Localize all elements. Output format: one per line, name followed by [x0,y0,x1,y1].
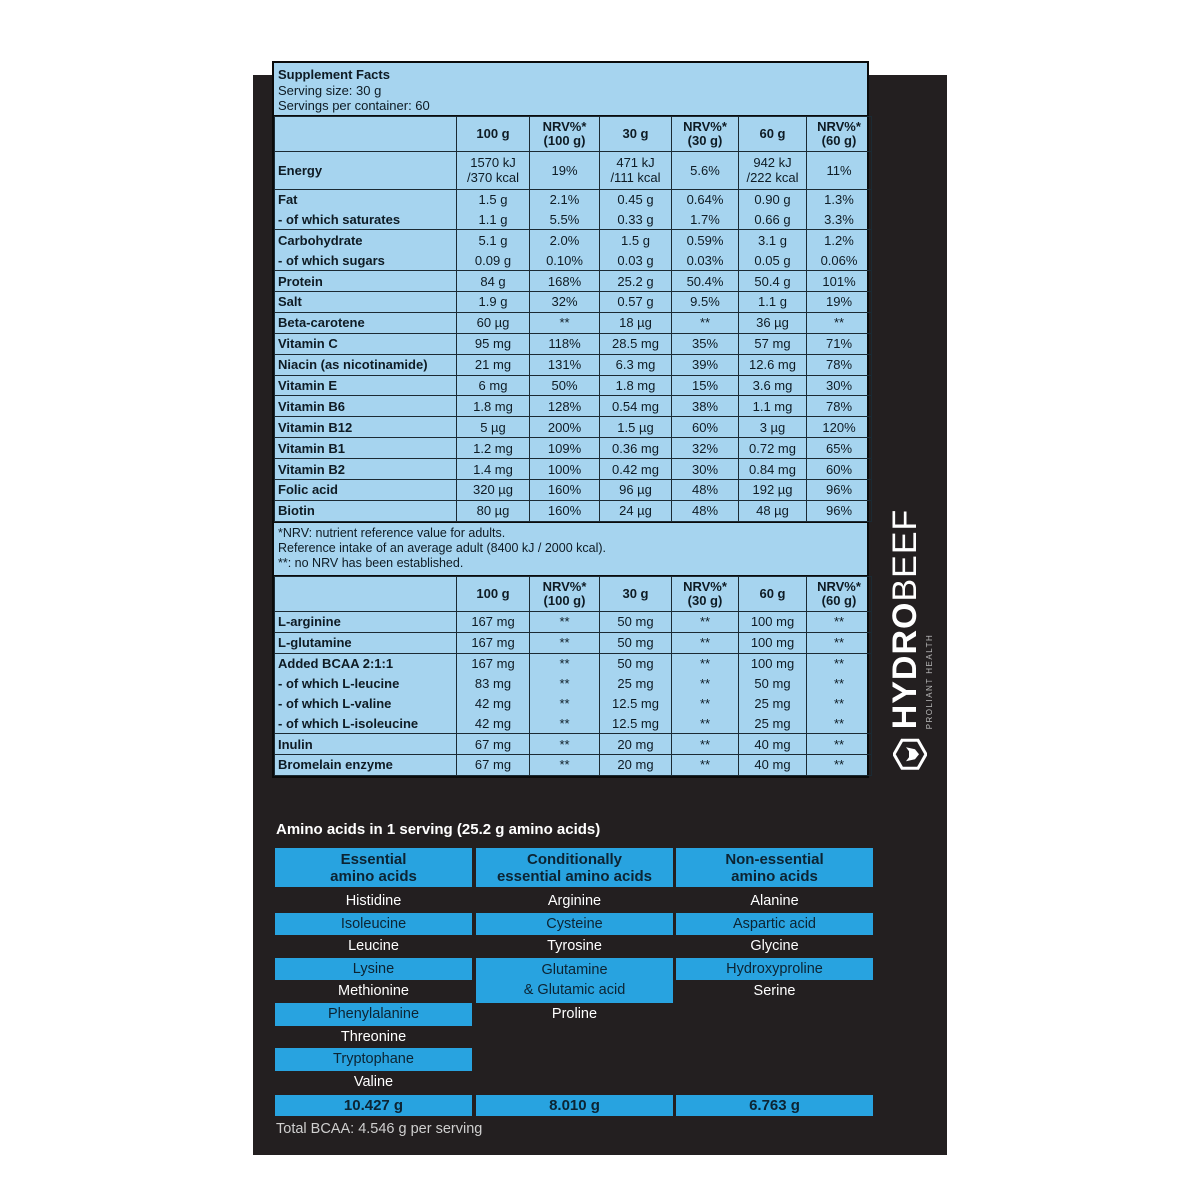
value-cell: 32% [530,291,600,312]
amino-acid-item: Isoleucine [275,913,472,936]
value-cell: 100% [530,459,600,480]
amino-acid-item: Phenylalanine [275,1003,472,1026]
table-row [275,734,872,755]
value-cell: ** [807,653,872,673]
amino-acid-item: Serine [753,983,796,1000]
value-cell: 50% [530,375,600,396]
table-row [275,312,872,333]
value-cell: ** [530,673,600,693]
value-cell: 25.2 g [600,271,672,292]
value-cell: 1.9 g [457,291,530,312]
value-cell: 21 mg [457,354,530,375]
value-cell: 30% [672,459,739,480]
amino-acid-item: Valine [353,1073,394,1090]
footnote: Reference intake of an average adult (8400 kJ / 2000 kcal). [278,540,606,555]
table-row [275,611,872,632]
column-header: 30 g [600,116,672,151]
value-cell: ** [807,312,872,333]
value-cell: 3.6 mg [739,375,807,396]
value-cell: 84 g [457,271,530,292]
amino-acid-item: Cysteine [476,913,673,936]
row-label: Energy [275,151,457,189]
amino-acid-item: Glycine [750,938,799,955]
essential-total: 10.427 g [275,1095,472,1116]
brand-logo [886,509,934,772]
value-cell: 320 µg [457,479,530,500]
value-cell: 67 mg [457,754,530,775]
value-cell: 18 µg [600,312,672,333]
value-cell: 20 mg [600,754,672,775]
value-cell: 6 mg [457,375,530,396]
amino-acid-item: Lysine [275,958,472,981]
value-cell: 128% [530,396,600,417]
table-row [275,396,872,417]
value-cell: ** [672,734,739,755]
amino-acid-item: Tyrosine [547,938,602,955]
conditional-total: 8.010 g [476,1095,673,1116]
value-cell: 200% [530,417,600,438]
value-cell: ** [672,312,739,333]
row-label: Folic acid [275,479,457,500]
value-cell: 1.1 mg [739,396,807,417]
value-cell: 471 kJ /111 kcal [600,151,672,189]
supplement-facts-table [272,61,869,778]
amino-column-header: Non-essential amino acids [676,848,873,887]
amino-acids-title: Amino acids in 1 serving (25.2 g amino acids) [276,821,601,838]
value-cell: 50 mg [600,632,672,653]
value-cell: ** [530,632,600,653]
value-cell: ** [672,653,739,673]
value-cell: 0.64% [672,189,739,209]
value-cell: 1.4 mg [457,459,530,480]
value-cell: 65% [807,438,872,459]
value-cell: 167 mg [457,632,530,653]
row-label: Vitamin B6 [275,396,457,417]
table-row [275,713,872,733]
row-label: Beta-carotene [275,312,457,333]
value-cell: 71% [807,333,872,354]
table-row [275,632,872,653]
value-cell: 25 mg [739,693,807,713]
amino-acid-item: Proline [551,1005,598,1022]
table-row [275,479,872,500]
value-cell: 5.5% [530,209,600,229]
column-header: NRV%* (30 g) [672,576,739,611]
value-cell: ** [672,693,739,713]
value-cell: 60% [672,417,739,438]
amino-acid-item: Histidine [345,893,402,909]
value-cell: 38% [672,396,739,417]
column-header: 60 g [739,576,807,611]
value-cell: ** [672,713,739,733]
value-cell: 1.5 g [600,230,672,250]
value-cell: 0.42 mg [600,459,672,480]
value-cell: 42 mg [457,713,530,733]
value-cell: ** [530,734,600,755]
value-cell: 39% [672,354,739,375]
value-cell: 1.8 mg [600,375,672,396]
value-cell: ** [807,611,872,632]
value-cell: 50.4 g [739,271,807,292]
value-cell: 0.57 g [600,291,672,312]
value-cell: 0.09 g [457,250,530,270]
amino-acid-item: Aspartic acid [676,913,873,936]
value-cell: 19% [807,291,872,312]
value-cell: 109% [530,438,600,459]
nonessential-amino-column [676,848,873,1003]
value-cell: 1.1 g [739,291,807,312]
row-label: - of which sugars [275,250,457,270]
value-cell: 60% [807,459,872,480]
value-cell: 28.5 mg [600,333,672,354]
row-label: - of which L-leucine [275,673,457,693]
table-row [275,333,872,354]
value-cell: 0.45 g [600,189,672,209]
row-label: Vitamin B2 [275,459,457,480]
amino-acid-item: Leucine [348,938,399,955]
value-cell: 78% [807,354,872,375]
value-cell: 1.5 g [457,189,530,209]
value-cell: 168% [530,271,600,292]
value-cell: 942 kJ /222 kcal [739,151,807,189]
value-cell: 0.33 g [600,209,672,229]
value-cell: ** [672,754,739,775]
header-blank-cell [275,576,457,611]
value-cell: 0.10% [530,250,600,270]
value-cell: 0.72 mg [739,438,807,459]
amino-acid-item: Threonine [340,1028,407,1045]
value-cell: 50 mg [600,653,672,673]
value-cell: 95 mg [457,333,530,354]
value-cell: 50 mg [600,611,672,632]
row-label: L-arginine [275,611,457,632]
row-label: Biotin [275,500,457,521]
value-cell: 25 mg [739,713,807,733]
value-cell: 48% [672,479,739,500]
value-cell: 0.84 mg [739,459,807,480]
value-cell: 0.66 g [739,209,807,229]
value-cell: ** [530,713,600,733]
value-cell: 192 µg [739,479,807,500]
value-cell: 3.3% [807,209,872,229]
value-cell: 0.54 mg [600,396,672,417]
table-row [275,209,872,229]
value-cell: 5.1 g [457,230,530,250]
value-cell: 160% [530,500,600,521]
column-header: NRV%* (100 g) [530,576,600,611]
value-cell: 120% [807,417,872,438]
column-header: NRV%* (60 g) [807,116,872,151]
table-row [275,189,872,209]
amino-acid-item: Arginine [547,893,602,909]
column-header: NRV%* (100 g) [530,116,600,151]
amino-acid-item: Methionine [338,983,409,1000]
amino-acid-item: Alanine [750,893,799,909]
value-cell: 32% [672,438,739,459]
footnote: **: no NRV has been established. [278,555,464,570]
value-cell: 0.05 g [739,250,807,270]
value-cell: 25 mg [600,673,672,693]
total-bcaa-note: Total BCAA: 4.546 g per serving [276,1121,483,1137]
value-cell: 80 µg [457,500,530,521]
other-ingredients-table [274,576,872,776]
table-row [275,438,872,459]
conditional-amino-column [476,848,673,1025]
value-cell: 1.5 µg [600,417,672,438]
value-cell: 60 µg [457,312,530,333]
value-cell: 100 mg [739,653,807,673]
value-cell: 12.5 mg [600,693,672,713]
brand-name-bold: HYDRO [886,601,924,730]
value-cell: 0.06% [807,250,872,270]
row-label: Vitamin B1 [275,438,457,459]
table-row [275,291,872,312]
row-label: L-glutamine [275,632,457,653]
value-cell: 36 µg [739,312,807,333]
value-cell: 1.2 mg [457,438,530,459]
value-cell: 96 µg [600,479,672,500]
header-blank-cell [275,116,457,151]
value-cell: 101% [807,271,872,292]
column-header-row [275,576,872,611]
amino-acid-item: Tryptophane [275,1048,472,1071]
bull-hexagon-icon [893,737,927,771]
value-cell: 48 µg [739,500,807,521]
table-row [275,754,872,775]
value-cell: 100 mg [739,632,807,653]
facts-header [274,63,867,116]
value-cell: 96% [807,479,872,500]
facts-title: Supplement Facts [278,67,390,82]
column-header: 60 g [739,116,807,151]
value-cell: ** [530,653,600,673]
value-cell: 167 mg [457,611,530,632]
column-header: 100 g [457,116,530,151]
value-cell: ** [530,693,600,713]
column-header: 100 g [457,576,530,611]
value-cell: 3.1 g [739,230,807,250]
value-cell: 5 µg [457,417,530,438]
value-cell: 5.6% [672,151,739,189]
brand-tagline: PROLIANT HEALTH [925,633,934,730]
value-cell: ** [807,713,872,733]
value-cell: ** [672,673,739,693]
amino-acid-item: Glutamine & Glutamic acid [476,958,673,1003]
row-label: Vitamin B12 [275,417,457,438]
table-row [275,250,872,270]
column-header: NRV%* (60 g) [807,576,872,611]
value-cell: 19% [530,151,600,189]
amino-acid-item: Hydroxyproline [676,958,873,981]
column-header: NRV%* (30 g) [672,116,739,151]
table-row [275,459,872,480]
table-row [275,354,872,375]
servings-per-container: Servings per container: 60 [278,98,430,113]
row-label: - of which L-isoleucine [275,713,457,733]
brand-name [886,509,925,730]
table-row [275,653,872,673]
value-cell: 0.03% [672,250,739,270]
row-label: Salt [275,291,457,312]
value-cell: 48% [672,500,739,521]
value-cell: 0.90 g [739,189,807,209]
table-row [275,500,872,521]
value-cell: 1.3% [807,189,872,209]
value-cell: ** [530,312,600,333]
value-cell: 50 mg [739,673,807,693]
column-header-row [275,116,872,151]
value-cell: 1.2% [807,230,872,250]
value-cell: ** [672,611,739,632]
value-cell: 2.1% [530,189,600,209]
value-cell: 0.59% [672,230,739,250]
value-cell: ** [807,673,872,693]
value-cell: ** [530,754,600,775]
amino-column-header: Conditionally essential amino acids [476,848,673,887]
row-label: Niacin (as nicotinamide) [275,354,457,375]
table-row [275,375,872,396]
value-cell: 100 mg [739,611,807,632]
essential-amino-column [275,848,472,1093]
value-cell: 67 mg [457,734,530,755]
row-label: Protein [275,271,457,292]
nonessential-total: 6.763 g [676,1095,873,1116]
value-cell: ** [530,611,600,632]
table-row [275,693,872,713]
column-header: 30 g [600,576,672,611]
brand-name-light: BEEF [886,508,924,602]
nrv-footnotes [274,522,867,576]
value-cell: 160% [530,479,600,500]
table-row [275,230,872,250]
value-cell: 12.6 mg [739,354,807,375]
value-cell: ** [807,632,872,653]
row-label: - of which saturates [275,209,457,229]
table-row [275,417,872,438]
value-cell: 0.36 mg [600,438,672,459]
value-cell: 30% [807,375,872,396]
value-cell: 83 mg [457,673,530,693]
row-label: - of which L-valine [275,693,457,713]
value-cell: 2.0% [530,230,600,250]
serving-size: Serving size: 30 g [278,82,382,98]
row-label: Bromelain enzyme [275,754,457,775]
table-row [275,151,872,189]
row-label: Inulin [275,734,457,755]
value-cell: ** [672,632,739,653]
value-cell: 20 mg [600,734,672,755]
value-cell: 42 mg [457,693,530,713]
value-cell: 35% [672,333,739,354]
nutrient-table [274,116,872,522]
amino-column-header: Essential amino acids [275,848,472,887]
value-cell: 1.8 mg [457,396,530,417]
row-label: Added BCAA 2:1:1 [275,653,457,673]
value-cell: 3 µg [739,417,807,438]
value-cell: 1.7% [672,209,739,229]
value-cell: 40 mg [739,734,807,755]
value-cell: ** [807,754,872,775]
value-cell: 131% [530,354,600,375]
value-cell: 0.03 g [600,250,672,270]
row-label: Carbohydrate [275,230,457,250]
row-label: Vitamin E [275,375,457,396]
value-cell: 50.4% [672,271,739,292]
row-label: Fat [275,189,457,209]
value-cell: 78% [807,396,872,417]
value-cell: 15% [672,375,739,396]
table-row [275,271,872,292]
value-cell: 40 mg [739,754,807,775]
panel-notch [870,58,950,74]
value-cell: 6.3 mg [600,354,672,375]
footnote: *NRV: nutrient reference value for adults. [278,525,506,540]
value-cell: 96% [807,500,872,521]
value-cell: 118% [530,333,600,354]
value-cell: 1.1 g [457,209,530,229]
value-cell: 11% [807,151,872,189]
value-cell: ** [807,734,872,755]
value-cell: ** [807,693,872,713]
row-label: Vitamin C [275,333,457,354]
value-cell: 57 mg [739,333,807,354]
value-cell: 1570 kJ /370 kcal [457,151,530,189]
table-row [275,673,872,693]
value-cell: 9.5% [672,291,739,312]
value-cell: 12.5 mg [600,713,672,733]
value-cell: 167 mg [457,653,530,673]
value-cell: 24 µg [600,500,672,521]
